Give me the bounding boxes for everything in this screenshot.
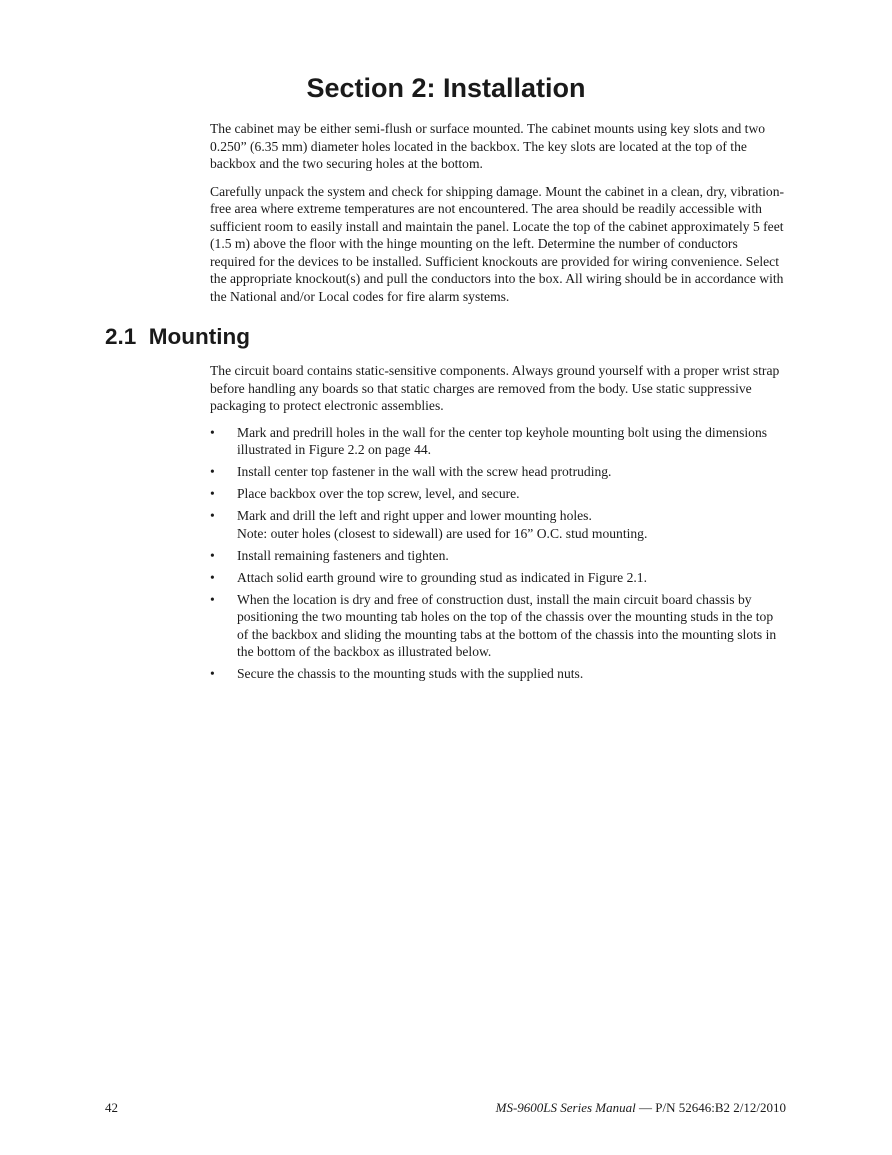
list-item-text: Mark and predrill holes in the wall for the center top keyhole mounting bolt using the dimensions illustrated in Figure 2.2 on page 44. [237, 424, 768, 457]
section-title: Section 2: Installation [306, 73, 586, 103]
list-item [210, 463, 786, 481]
list-item [210, 424, 786, 459]
bullet-marker: • [210, 508, 215, 523]
page-number: 42 [105, 1100, 118, 1115]
bullet-marker: • [210, 424, 215, 440]
footer-part-info: — P/N 52646:B2 2/12/2010 [635, 1100, 786, 1115]
intro-paragraph-2: Carefully unpack the system and check for shipping damage. Mount the cabinet in a clean, dry, vibration-free area where extreme temperatures are not encountered. The area should be readily accessible with sufficient room to easily install and maintain the panel. Locate the top of the cabinet approximately 5 feet (1.5 m) above the floor with the hinge mounting on the left. Determine the number of conductors required for the devices to be installed. Sufficient knockouts are provided for wiring convenience. Select the appropriate knockout(s) and pull the conductors into the box. All wiring should be in accordance with the National and/or Local codes for fire alarm systems. [210, 183, 785, 304]
bullet-marker: • [210, 666, 215, 681]
subsection-title-mounting: 2.1 Mounting [105, 324, 250, 349]
mounting-section [210, 362, 786, 687]
list-item [210, 591, 786, 661]
list-item [210, 569, 786, 587]
footer-document-info [496, 1100, 786, 1116]
bullet-marker: • [210, 464, 215, 479]
list-item-text: Install remaining fasteners and tighten. [237, 547, 449, 563]
list-item-text: Mark and drill the left and right upper and lower mounting holes. [237, 508, 592, 523]
list-item [210, 547, 786, 565]
list-item [210, 665, 786, 683]
list-item-text: Install center top fastener in the wall with the screw head protruding. [237, 464, 612, 479]
footer-manual-title: MS-9600LS Series Manual [495, 1100, 636, 1115]
bullet-marker: • [210, 569, 215, 585]
intro-text [210, 120, 786, 305]
bullet-marker: • [210, 547, 215, 563]
mounting-paragraph: The circuit board contains static-sensitive components. Always ground yourself with a proper wrist strap before handling any boards so that static charges are removed from the body. Use static suppressive packaging to protect electronic assemblies. [210, 363, 780, 413]
list-item [210, 485, 786, 503]
list-item-text: Attach solid earth ground wire to grounding stud as indicated in Figure 2.1. [237, 569, 648, 585]
list-item-text: When the location is dry and free of construction dust, install the main circuit board chassis by positioning the two mounting tab holes on the top of the chassis over the mounting studs in the top of the backbox and sliding the mounting tabs at the bottom of the chassis into the mounting slots in the bottom of the backbox as illustrated below. [237, 591, 777, 659]
list-item-text: Place backbox over the top screw, level, and secure. [237, 486, 520, 501]
mounting-steps-list [210, 424, 786, 683]
list-item [210, 507, 786, 542]
intro-paragraph-1: The cabinet may be either semi-flush or surface mounted. The cabinet mounts using key slots and two 0.250” (6.35 mm) diameter holes located in the backbox. The key slots are located at the top of the backbox and the two securing holes at the bottom. [210, 121, 766, 171]
bullet-marker: • [210, 486, 215, 501]
bullet-marker: • [210, 591, 215, 607]
list-item-text: Secure the chassis to the mounting studs with the supplied nuts. [237, 666, 584, 681]
list-item-note: Note: outer holes (closest to sidewall) are used for 16” O.C. stud mounting. [237, 525, 648, 541]
